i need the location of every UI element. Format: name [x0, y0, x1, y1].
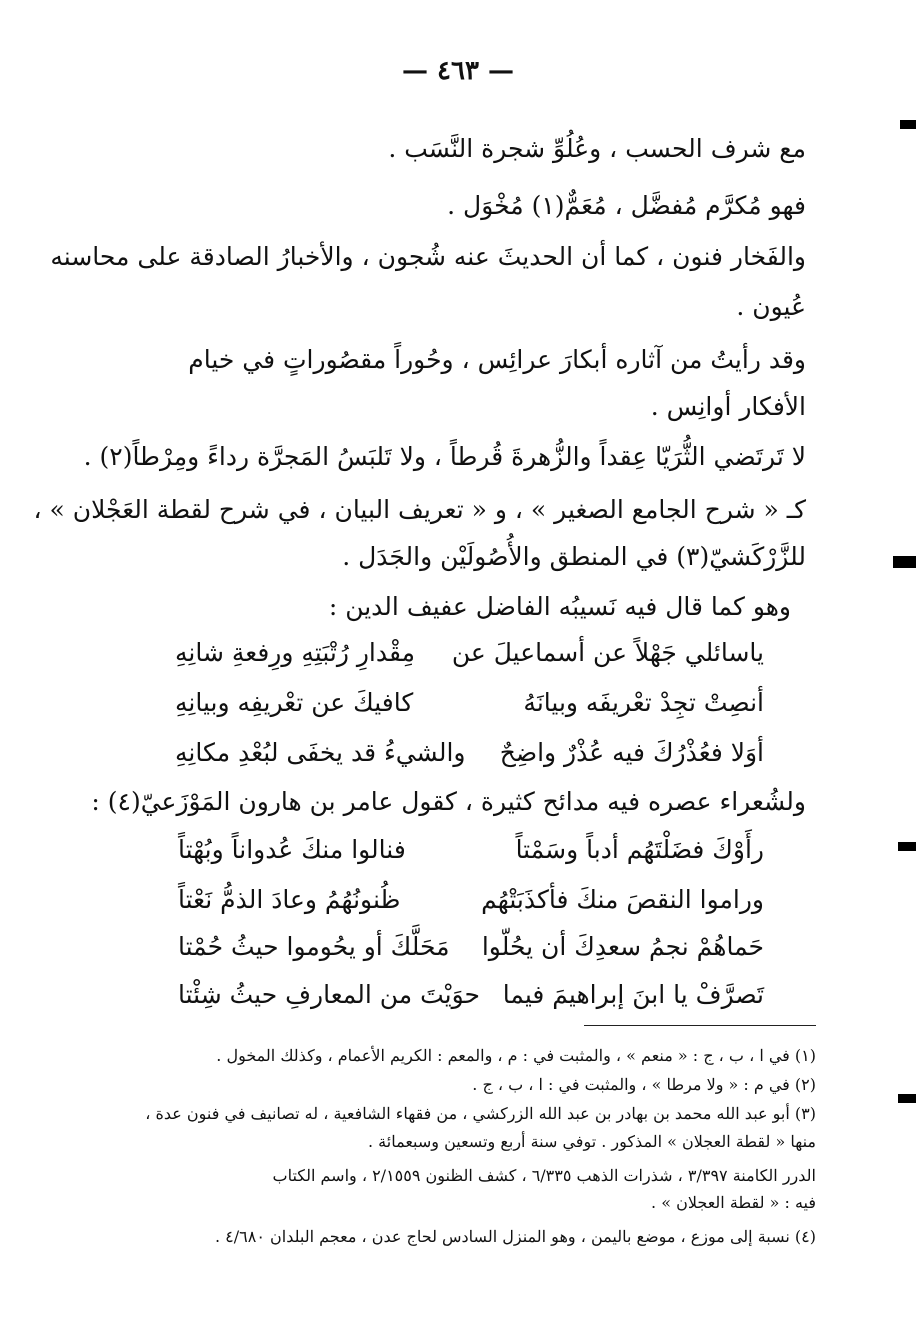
- verse-7-right: تَصرَّفْ يا ابنَ إبراهيمَ فيما: [502, 980, 764, 1009]
- verse-3-left: والشيءُ قد يخفَى لبُعْدِ مكانِهِ: [175, 738, 466, 767]
- body-line-6: الأفكار أوانِس .: [650, 392, 806, 421]
- scan-margin-mark: [898, 1094, 916, 1103]
- body-line-7: لا تَرتَضي الثُّرَيّا عِقداً والزُّهرةَ قُرطاً ، ولا تَلبَسُ المَجرَّة رداءً ومِرْطاً(٢) .: [83, 442, 806, 471]
- body-line-10: وهو كما قال فيه نَسيبُه الفاضل عفيف الدين :: [328, 592, 791, 621]
- verse-1-right: ياسائلي جَهْلاً عن أسماعيلَ عن: [451, 638, 764, 667]
- body-line-1: مع شرف الحسب ، وعُلُوِّ شجرة النَّسَب .: [388, 134, 806, 163]
- verse-6-right: حَماهُمْ نجمُ سعدِكَ أن يحُلّوا: [481, 932, 764, 961]
- footnote-2: (٢) في م : « ولا مرطا » ، والمثبت في : ا ، ب ، ج .: [472, 1075, 816, 1094]
- body-line-11: ولشُعراء عصره فيه مدائح كثيرة ، كقول عامر بن هارون المَوْزَعيّ(٤) :: [91, 787, 806, 816]
- footnote-3-refs-cont: فيه : « لقطة العجلان » .: [651, 1193, 816, 1212]
- body-line-8: كـ « شرح الجامع الصغير » ، و « تعريف البيان ، في شرح لقطة العَجْلان » ،: [33, 495, 806, 524]
- body-line-4: عُيون .: [736, 292, 806, 321]
- page-number: — ٤٦٣ —: [401, 56, 515, 86]
- scan-margin-mark: [900, 120, 916, 129]
- verse-7-left: حوَيْتَ من المعارفِ حيثُ شِئْتا: [178, 980, 480, 1009]
- verse-1-left: مِقْدارِ رُتْبَتِهِ ورِفعةِ شانِهِ: [175, 638, 416, 667]
- footnote-3-refs: الدرر الكامنة ٣/٣٩٧ ، شذرات الذهب ٦/٣٣٥ ، كشف الظنون ٢/١٥٥٩ ، واسم الكتاب: [272, 1166, 816, 1185]
- footnote-1: (١) في ا ، ب ، ج : « منعم » ، والمثبت في : م ، والمعم : الكريم الأعمام ، وكذلك المخول .: [216, 1046, 816, 1065]
- body-line-3: والفَخار فنون ، كما أن الحديثَ عنه شُجون ، والأخبارُ الصادقة على محاسنه: [50, 242, 806, 271]
- footnote-3: (٣) أبو عبد الله محمد بن بهادر بن عبد الله الزركشي ، من فقهاء الشافعية ، له تصانيف في فنون عدة ،: [145, 1104, 816, 1123]
- verse-2-left: كافيكَ عن تعْريفِه وبيانِهِ: [175, 688, 414, 717]
- verse-5-right: وراموا النقصَ منكَ فأكذَبَتْهُم: [481, 885, 764, 914]
- footnote-4: (٤) نسبة إلى موزع ، موضع باليمن ، وهو المنزل السادس لحاج عدن ، معجم البلدان ٤/٦٨٠ .: [215, 1227, 816, 1246]
- verse-2-right: أنصِتْ تجِدْ تعْريفَه وبيانَهُ: [523, 688, 764, 717]
- body-line-5: وقد رأيتُ من آثاره أبكارَ عرائِس ، وحُوراً مقصُوراتٍ في خيام: [188, 345, 806, 374]
- verse-5-left: ظُنونُهُمُ وعادَ الذمُّ نَعْتاً: [178, 885, 401, 914]
- body-line-2: فهو مُكرَّم مُفضَّل ، مُعَمٌّ(١) مُخْوَل .: [447, 191, 806, 220]
- verse-4-right: رأَوْكَ فضَلْتَهُم أدباً وسَمْتاً: [515, 835, 764, 864]
- verse-6-left: مَحَلَّكَ أو يحُوموا حيثُ حُمْتا: [178, 932, 450, 961]
- scan-margin-mark: [898, 842, 916, 851]
- scan-margin-mark: [893, 556, 916, 568]
- verse-4-left: فنالوا منكَ عُدواناً وبُهْتاً: [178, 835, 406, 864]
- body-line-9: للزَّرْكَشيّ(٣) في المنطق والأُصُولَيْن والجَدَل .: [342, 542, 806, 571]
- verse-3-right: أوَلا فعُذْرُكَ فيه عُذْرٌ واضِحٌ: [499, 738, 764, 767]
- footnote-3-cont: منها « لقطة العجلان » المذكور . توفي سنة أربع وتسعين وسبعمائة .: [367, 1132, 816, 1151]
- footnote-rule: [584, 1025, 816, 1026]
